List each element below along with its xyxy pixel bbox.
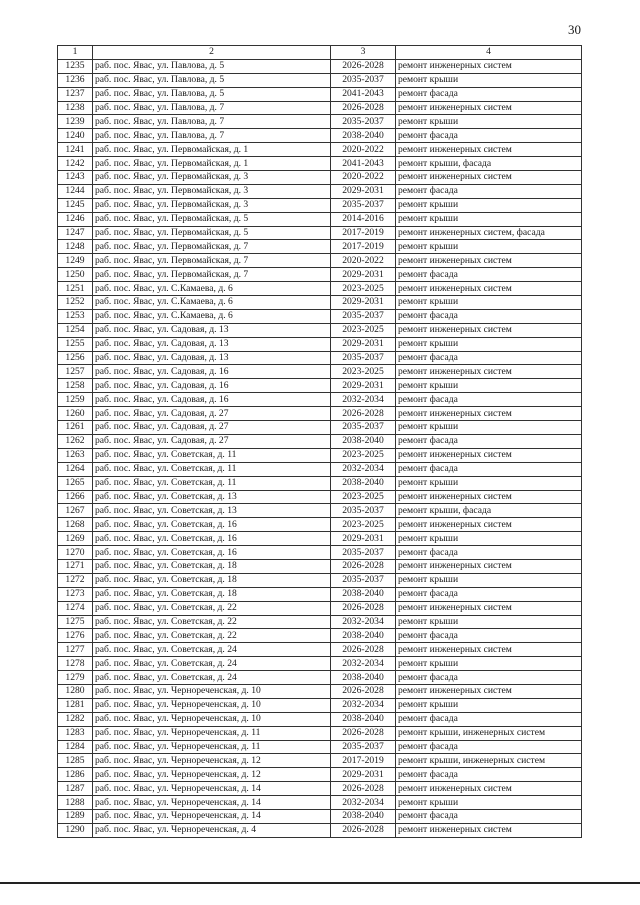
address-cell: раб. пос. Явас, ул. Чернореченская, д. 12 (93, 768, 331, 782)
work-type-cell: ремонт крыши (396, 573, 582, 587)
period-cell: 2032-2034 (331, 698, 396, 712)
row-number-cell: 1264 (58, 462, 93, 476)
column-header-4: 4 (396, 46, 582, 60)
address-cell: раб. пос. Явас, ул. Павлова, д. 7 (93, 129, 331, 143)
work-type-cell: ремонт инженерных систем (396, 254, 582, 268)
period-cell: 2020-2022 (331, 143, 396, 157)
address-cell: раб. пос. Явас, ул. Советская, д. 22 (93, 629, 331, 643)
table-row (58, 809, 582, 823)
row-number-cell: 1281 (58, 698, 93, 712)
work-type-cell: ремонт инженерных систем (396, 101, 582, 115)
row-number-cell: 1242 (58, 157, 93, 171)
table-row (58, 296, 582, 310)
row-number-cell: 1241 (58, 143, 93, 157)
table-row (58, 379, 582, 393)
address-cell: раб. пос. Явас, ул. Советская, д. 22 (93, 615, 331, 629)
table-row (58, 115, 582, 129)
table-row (58, 226, 582, 240)
work-type-cell: ремонт инженерных систем (396, 143, 582, 157)
work-type-cell: ремонт крыши (396, 796, 582, 810)
table-row (58, 559, 582, 573)
work-type-cell: ремонт инженерных систем (396, 518, 582, 532)
period-cell: 2020-2022 (331, 254, 396, 268)
period-cell: 2032-2034 (331, 796, 396, 810)
work-type-cell: ремонт крыши (396, 296, 582, 310)
period-cell: 2032-2034 (331, 615, 396, 629)
work-type-cell: ремонт крыши (396, 115, 582, 129)
address-cell: раб. пос. Явас, ул. Садовая, д. 27 (93, 407, 331, 421)
table-row (58, 490, 582, 504)
address-cell: раб. пос. Явас, ул. Чернореченская, д. 14 (93, 796, 331, 810)
table-row (58, 254, 582, 268)
header-row (58, 46, 582, 60)
row-number-cell: 1250 (58, 268, 93, 282)
work-type-cell: ремонт крыши, фасада (396, 504, 582, 518)
period-cell: 2035-2037 (331, 504, 396, 518)
address-cell: раб. пос. Явас, ул. Чернореченская, д. 11 (93, 726, 331, 740)
period-cell: 2035-2037 (331, 421, 396, 435)
period-cell: 2023-2025 (331, 490, 396, 504)
work-type-cell: ремонт фасада (396, 462, 582, 476)
address-cell: раб. пос. Явас, ул. Первомайская, д. 7 (93, 268, 331, 282)
address-cell: раб. пос. Явас, ул. Советская, д. 11 (93, 448, 331, 462)
period-cell: 2032-2034 (331, 462, 396, 476)
table-row (58, 573, 582, 587)
period-cell: 2029-2031 (331, 296, 396, 310)
period-cell: 2038-2040 (331, 712, 396, 726)
table-row (58, 434, 582, 448)
address-cell: раб. пос. Явас, ул. Советская, д. 11 (93, 462, 331, 476)
table-row (58, 657, 582, 671)
row-number-cell: 1257 (58, 365, 93, 379)
work-type-cell: ремонт крыши (396, 421, 582, 435)
period-cell: 2029-2031 (331, 768, 396, 782)
address-cell: раб. пос. Явас, ул. Советская, д. 24 (93, 671, 331, 685)
address-cell: раб. пос. Явас, ул. Садовая, д. 27 (93, 421, 331, 435)
period-cell: 2032-2034 (331, 393, 396, 407)
row-number-cell: 1269 (58, 532, 93, 546)
table-row (58, 143, 582, 157)
table-row (58, 698, 582, 712)
row-number-cell: 1263 (58, 448, 93, 462)
work-type-cell: ремонт фасада (396, 740, 582, 754)
row-number-cell: 1235 (58, 59, 93, 73)
address-cell: раб. пос. Явас, ул. Чернореченская, д. 10 (93, 698, 331, 712)
row-number-cell: 1285 (58, 754, 93, 768)
address-cell: раб. пос. Явас, ул. Павлова, д. 5 (93, 73, 331, 87)
work-type-cell: ремонт фасада (396, 629, 582, 643)
work-type-cell: ремонт фасада (396, 712, 582, 726)
address-cell: раб. пос. Явас, ул. Садовая, д. 27 (93, 434, 331, 448)
address-cell: раб. пос. Явас, ул. Советская, д. 16 (93, 518, 331, 532)
table-row (58, 323, 582, 337)
period-cell: 2023-2025 (331, 365, 396, 379)
period-cell: 2041-2043 (331, 157, 396, 171)
address-cell: раб. пос. Явас, ул. Первомайская, д. 1 (93, 143, 331, 157)
table-row (58, 87, 582, 101)
period-cell: 2017-2019 (331, 754, 396, 768)
period-cell: 2038-2040 (331, 129, 396, 143)
work-type-cell: ремонт инженерных систем (396, 407, 582, 421)
row-number-cell: 1246 (58, 212, 93, 226)
work-type-cell: ремонт крыши (396, 657, 582, 671)
address-cell: раб. пос. Явас, ул. Садовая, д. 16 (93, 393, 331, 407)
table-row (58, 171, 582, 185)
table-row (58, 73, 582, 87)
scan-edge-line (0, 882, 640, 884)
work-type-cell: ремонт фасада (396, 671, 582, 685)
work-type-cell: ремонт фасада (396, 546, 582, 560)
address-cell: раб. пос. Явас, ул. Павлова, д. 7 (93, 115, 331, 129)
work-type-cell: ремонт крыши (396, 615, 582, 629)
work-type-cell: ремонт крыши (396, 212, 582, 226)
work-type-cell: ремонт инженерных систем (396, 282, 582, 296)
address-cell: раб. пос. Явас, ул. Чернореченская, д. 11 (93, 740, 331, 754)
table-row (58, 504, 582, 518)
address-cell: раб. пос. Явас, ул. Чернореченская, д. 12 (93, 754, 331, 768)
address-cell: раб. пос. Явас, ул. С.Камаева, д. 6 (93, 296, 331, 310)
work-type-cell: ремонт фасада (396, 309, 582, 323)
period-cell: 2038-2040 (331, 476, 396, 490)
row-number-cell: 1238 (58, 101, 93, 115)
work-type-cell: ремонт крыши, фасада (396, 157, 582, 171)
table-row (58, 546, 582, 560)
address-cell: раб. пос. Явас, ул. Советская, д. 13 (93, 490, 331, 504)
work-type-cell: ремонт фасада (396, 809, 582, 823)
row-number-cell: 1243 (58, 171, 93, 185)
table-row (58, 462, 582, 476)
address-cell: раб. пос. Явас, ул. Советская, д. 24 (93, 643, 331, 657)
work-type-cell: ремонт инженерных систем, фасада (396, 226, 582, 240)
work-type-cell: ремонт крыши (396, 379, 582, 393)
address-cell: раб. пос. Явас, ул. Первомайская, д. 5 (93, 226, 331, 240)
address-cell: раб. пос. Явас, ул. Советская, д. 16 (93, 532, 331, 546)
table-row (58, 407, 582, 421)
row-number-cell: 1249 (58, 254, 93, 268)
work-type-cell: ремонт фасада (396, 268, 582, 282)
table-body (58, 59, 582, 837)
table-row (58, 393, 582, 407)
address-cell: раб. пос. Явас, ул. Советская, д. 11 (93, 476, 331, 490)
period-cell: 2035-2037 (331, 573, 396, 587)
period-cell: 2014-2016 (331, 212, 396, 226)
row-number-cell: 1273 (58, 587, 93, 601)
row-number-cell: 1282 (58, 712, 93, 726)
period-cell: 2041-2043 (331, 87, 396, 101)
period-cell: 2026-2028 (331, 782, 396, 796)
address-cell: раб. пос. Явас, ул. Советская, д. 18 (93, 559, 331, 573)
address-cell: раб. пос. Явас, ул. Садовая, д. 13 (93, 337, 331, 351)
column-header-2: 2 (93, 46, 331, 60)
work-type-cell: ремонт инженерных систем (396, 323, 582, 337)
work-type-cell: ремонт инженерных систем (396, 365, 582, 379)
work-type-cell: ремонт инженерных систем (396, 823, 582, 837)
address-cell: раб. пос. Явас, ул. Павлова, д. 5 (93, 59, 331, 73)
row-number-cell: 1237 (58, 87, 93, 101)
table-row (58, 615, 582, 629)
address-cell: раб. пос. Явас, ул. Первомайская, д. 3 (93, 184, 331, 198)
work-type-cell: ремонт инженерных систем (396, 490, 582, 504)
table-row (58, 671, 582, 685)
row-number-cell: 1284 (58, 740, 93, 754)
row-number-cell: 1255 (58, 337, 93, 351)
period-cell: 2038-2040 (331, 671, 396, 685)
address-cell: раб. пос. Явас, ул. Советская, д. 18 (93, 587, 331, 601)
table-row (58, 629, 582, 643)
period-cell: 2035-2037 (331, 351, 396, 365)
address-cell: раб. пос. Явас, ул. Первомайская, д. 3 (93, 198, 331, 212)
period-cell: 2023-2025 (331, 282, 396, 296)
period-cell: 2026-2028 (331, 643, 396, 657)
table-row (58, 532, 582, 546)
address-cell: раб. пос. Явас, ул. Чернореченская, д. 10 (93, 712, 331, 726)
period-cell: 2023-2025 (331, 448, 396, 462)
row-number-cell: 1286 (58, 768, 93, 782)
address-cell: раб. пос. Явас, ул. Чернореченская, д. 10 (93, 684, 331, 698)
work-type-cell: ремонт фасада (396, 587, 582, 601)
period-cell: 2026-2028 (331, 684, 396, 698)
period-cell: 2026-2028 (331, 823, 396, 837)
period-cell: 2026-2028 (331, 559, 396, 573)
period-cell: 2035-2037 (331, 309, 396, 323)
table-row (58, 726, 582, 740)
row-number-cell: 1262 (58, 434, 93, 448)
address-cell: раб. пос. Явас, ул. Советская, д. 22 (93, 601, 331, 615)
address-cell: раб. пос. Явас, ул. Садовая, д. 16 (93, 379, 331, 393)
table-row (58, 448, 582, 462)
table-row (58, 768, 582, 782)
period-cell: 2017-2019 (331, 226, 396, 240)
row-number-cell: 1266 (58, 490, 93, 504)
row-number-cell: 1265 (58, 476, 93, 490)
period-cell: 2035-2037 (331, 73, 396, 87)
table-row (58, 157, 582, 171)
row-number-cell: 1271 (58, 559, 93, 573)
row-number-cell: 1236 (58, 73, 93, 87)
work-type-cell: ремонт инженерных систем (396, 171, 582, 185)
row-number-cell: 1239 (58, 115, 93, 129)
period-cell: 2020-2022 (331, 171, 396, 185)
address-cell: раб. пос. Явас, ул. С.Камаева, д. 6 (93, 309, 331, 323)
row-number-cell: 1252 (58, 296, 93, 310)
address-cell: раб. пос. Явас, ул. Первомайская, д. 7 (93, 254, 331, 268)
address-cell: раб. пос. Явас, ул. Советская, д. 13 (93, 504, 331, 518)
row-number-cell: 1248 (58, 240, 93, 254)
row-number-cell: 1245 (58, 198, 93, 212)
row-number-cell: 1254 (58, 323, 93, 337)
period-cell: 2038-2040 (331, 629, 396, 643)
work-type-cell: ремонт инженерных систем (396, 684, 582, 698)
row-number-cell: 1240 (58, 129, 93, 143)
period-cell: 2026-2028 (331, 726, 396, 740)
row-number-cell: 1267 (58, 504, 93, 518)
period-cell: 2023-2025 (331, 518, 396, 532)
work-type-cell: ремонт фасада (396, 351, 582, 365)
address-cell: раб. пос. Явас, ул. Первомайская, д. 1 (93, 157, 331, 171)
table-row (58, 59, 582, 73)
row-number-cell: 1270 (58, 546, 93, 560)
table-row (58, 337, 582, 351)
table-row (58, 212, 582, 226)
row-number-cell: 1259 (58, 393, 93, 407)
page-number: 30 (568, 22, 581, 37)
period-cell: 2029-2031 (331, 532, 396, 546)
row-number-cell: 1253 (58, 309, 93, 323)
table-row (58, 740, 582, 754)
address-cell: раб. пос. Явас, ул. Садовая, д. 16 (93, 365, 331, 379)
work-type-cell: ремонт крыши, инженерных систем (396, 726, 582, 740)
work-type-cell: ремонт фасада (396, 87, 582, 101)
row-number-cell: 1258 (58, 379, 93, 393)
row-number-cell: 1276 (58, 629, 93, 643)
table-row (58, 601, 582, 615)
period-cell: 2038-2040 (331, 587, 396, 601)
table-row (58, 282, 582, 296)
period-cell: 2023-2025 (331, 323, 396, 337)
period-cell: 2035-2037 (331, 546, 396, 560)
row-number-cell: 1290 (58, 823, 93, 837)
table-row (58, 796, 582, 810)
table-row (58, 754, 582, 768)
table-row (58, 101, 582, 115)
address-cell: раб. пос. Явас, ул. Первомайская, д. 7 (93, 240, 331, 254)
work-type-cell: ремонт инженерных систем (396, 59, 582, 73)
table-row (58, 351, 582, 365)
work-type-cell: ремонт крыши (396, 198, 582, 212)
work-type-cell: ремонт инженерных систем (396, 601, 582, 615)
table-row (58, 712, 582, 726)
period-cell: 2038-2040 (331, 809, 396, 823)
work-type-cell: ремонт инженерных систем (396, 643, 582, 657)
work-type-cell: ремонт крыши (396, 532, 582, 546)
table-row (58, 684, 582, 698)
work-type-cell: ремонт фасада (396, 184, 582, 198)
address-cell: раб. пос. Явас, ул. Советская, д. 24 (93, 657, 331, 671)
column-header-1: 1 (58, 46, 93, 60)
row-number-cell: 1256 (58, 351, 93, 365)
address-cell: раб. пос. Явас, ул. Садовая, д. 13 (93, 351, 331, 365)
repair-schedule-table (57, 45, 582, 838)
address-cell: раб. пос. Явас, ул. Советская, д. 16 (93, 546, 331, 560)
work-type-cell: ремонт фасада (396, 768, 582, 782)
work-type-cell: ремонт инженерных систем (396, 782, 582, 796)
row-number-cell: 1275 (58, 615, 93, 629)
row-number-cell: 1274 (58, 601, 93, 615)
row-number-cell: 1261 (58, 421, 93, 435)
address-cell: раб. пос. Явас, ул. С.Камаева, д. 6 (93, 282, 331, 296)
period-cell: 2026-2028 (331, 59, 396, 73)
period-cell: 2026-2028 (331, 407, 396, 421)
address-cell: раб. пос. Явас, ул. Чернореченская, д. 14 (93, 809, 331, 823)
address-cell: раб. пос. Явас, ул. Чернореченская, д. 14 (93, 782, 331, 796)
row-number-cell: 1278 (58, 657, 93, 671)
row-number-cell: 1288 (58, 796, 93, 810)
period-cell: 2029-2031 (331, 268, 396, 282)
row-number-cell: 1247 (58, 226, 93, 240)
row-number-cell: 1280 (58, 684, 93, 698)
work-type-cell: ремонт крыши (396, 698, 582, 712)
table-row (58, 240, 582, 254)
row-number-cell: 1287 (58, 782, 93, 796)
address-cell: раб. пос. Явас, ул. Чернореченская, д. 4 (93, 823, 331, 837)
work-type-cell: ремонт инженерных систем (396, 448, 582, 462)
period-cell: 2038-2040 (331, 434, 396, 448)
period-cell: 2035-2037 (331, 740, 396, 754)
work-type-cell: ремонт фасада (396, 393, 582, 407)
work-type-cell: ремонт крыши (396, 337, 582, 351)
row-number-cell: 1279 (58, 671, 93, 685)
period-cell: 2029-2031 (331, 379, 396, 393)
row-number-cell: 1260 (58, 407, 93, 421)
period-cell: 2035-2037 (331, 115, 396, 129)
table-row (58, 782, 582, 796)
period-cell: 2035-2037 (331, 198, 396, 212)
period-cell: 2029-2031 (331, 337, 396, 351)
work-type-cell: ремонт крыши (396, 240, 582, 254)
period-cell: 2017-2019 (331, 240, 396, 254)
table-row (58, 268, 582, 282)
table-row (58, 518, 582, 532)
table-row (58, 309, 582, 323)
period-cell: 2026-2028 (331, 101, 396, 115)
address-cell: раб. пос. Явас, ул. Первомайская, д. 3 (93, 171, 331, 185)
row-number-cell: 1289 (58, 809, 93, 823)
work-type-cell: ремонт крыши (396, 73, 582, 87)
table-row (58, 643, 582, 657)
work-type-cell: ремонт фасада (396, 434, 582, 448)
address-cell: раб. пос. Явас, ул. Советская, д. 18 (93, 573, 331, 587)
row-number-cell: 1277 (58, 643, 93, 657)
period-cell: 2029-2031 (331, 184, 396, 198)
table-row (58, 587, 582, 601)
table-row (58, 129, 582, 143)
work-type-cell: ремонт фасада (396, 129, 582, 143)
period-cell: 2032-2034 (331, 657, 396, 671)
work-type-cell: ремонт инженерных систем (396, 559, 582, 573)
table-row (58, 184, 582, 198)
row-number-cell: 1268 (58, 518, 93, 532)
row-number-cell: 1244 (58, 184, 93, 198)
table-row (58, 198, 582, 212)
row-number-cell: 1251 (58, 282, 93, 296)
row-number-cell: 1272 (58, 573, 93, 587)
table-row (58, 365, 582, 379)
address-cell: раб. пос. Явас, ул. Садовая, д. 13 (93, 323, 331, 337)
period-cell: 2026-2028 (331, 601, 396, 615)
address-cell: раб. пос. Явас, ул. Павлова, д. 5 (93, 87, 331, 101)
work-type-cell: ремонт крыши, инженерных систем (396, 754, 582, 768)
column-header-3: 3 (331, 46, 396, 60)
work-type-cell: ремонт крыши (396, 476, 582, 490)
table-row (58, 823, 582, 837)
address-cell: раб. пос. Явас, ул. Первомайская, д. 5 (93, 212, 331, 226)
table-row (58, 421, 582, 435)
table-row (58, 476, 582, 490)
row-number-cell: 1283 (58, 726, 93, 740)
address-cell: раб. пос. Явас, ул. Павлова, д. 7 (93, 101, 331, 115)
